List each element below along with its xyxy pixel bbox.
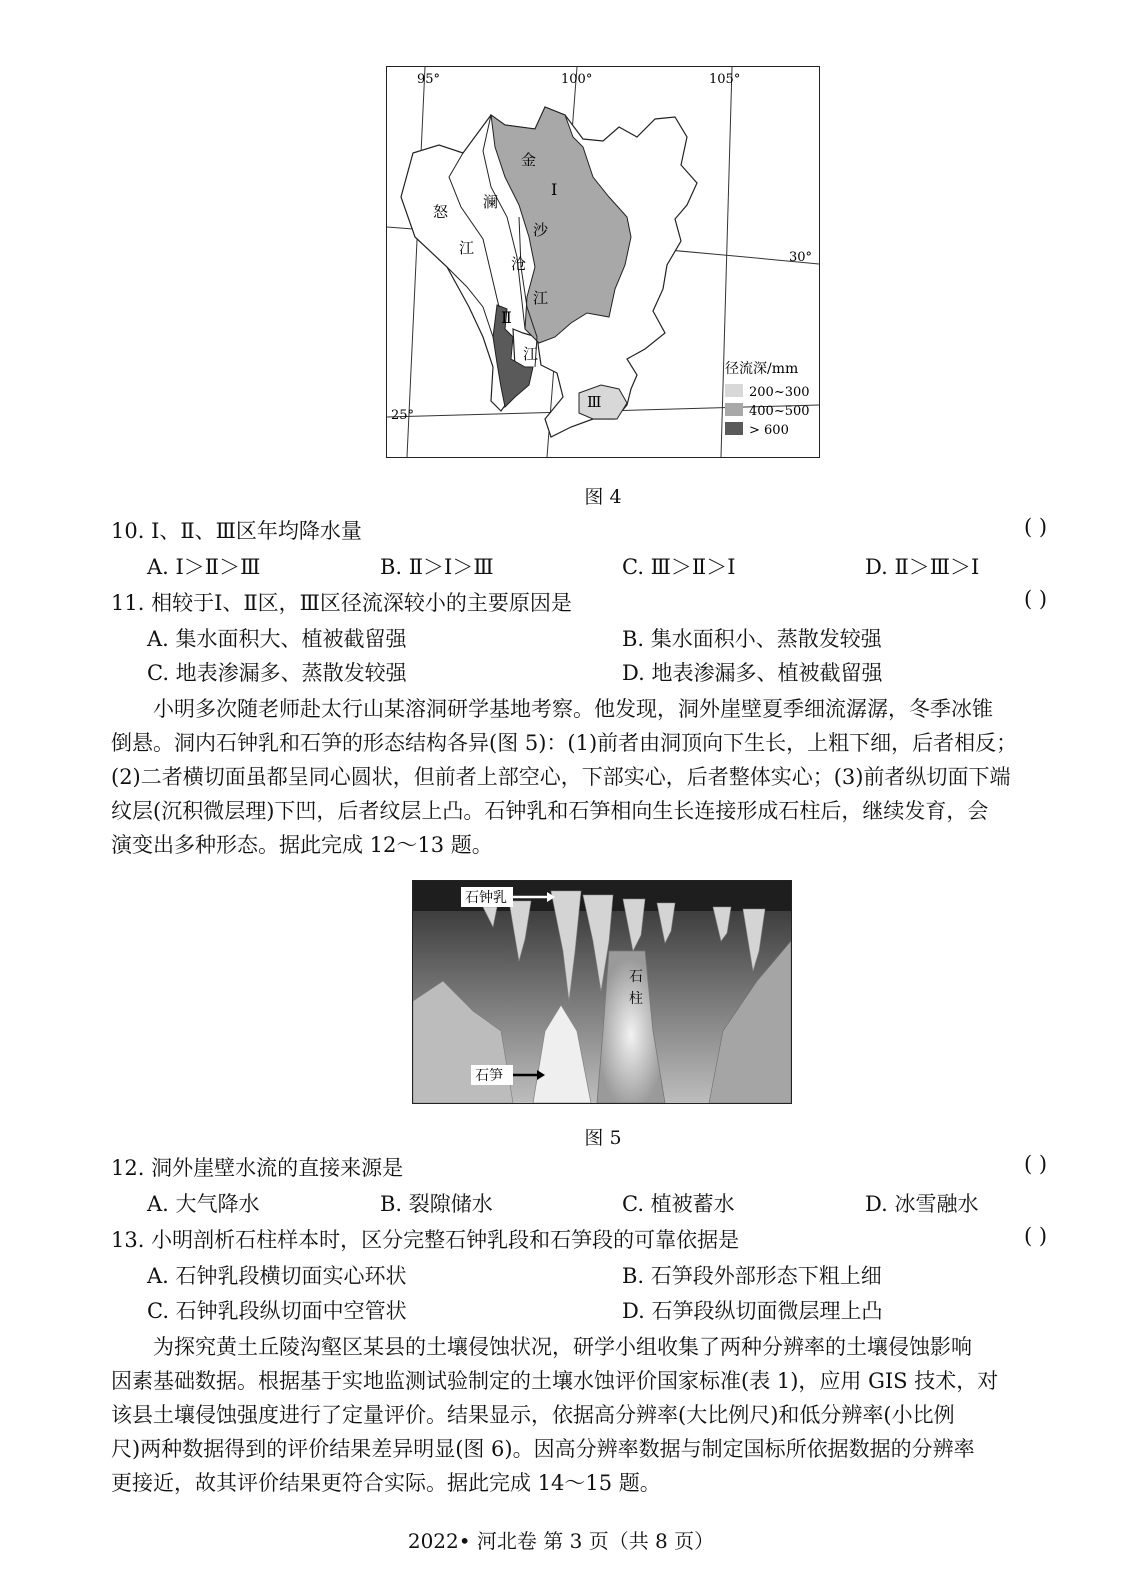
meridian-105	[721, 67, 732, 457]
figure-4-caption: 图 4	[584, 486, 622, 508]
river-lancang-char-3: 江	[523, 345, 539, 363]
river-nu-char-1: 怒	[433, 203, 449, 221]
region-label-II: Ⅱ	[501, 308, 512, 327]
river-lancang-char-1: 澜	[483, 193, 499, 211]
q12-option-a[interactable]: A. 大气降水	[147, 1192, 260, 1216]
passage1-line: 小明多次随老师赴太行山某溶洞研学基地考察。他发现，洞外崖壁夏季细流潺潺，冬季冰锥	[153, 697, 993, 721]
q10-option-d[interactable]: D. Ⅱ＞Ⅲ＞Ⅰ	[865, 555, 980, 579]
q11-option-a[interactable]: A. 集水面积大、植被截留强	[147, 627, 407, 651]
label-stalactite: 石钟乳	[465, 890, 507, 906]
passage1-line: 演变出多种形态。据此完成 12～13 题。	[111, 833, 493, 857]
q12-answer-paren[interactable]: ( )	[1024, 1152, 1048, 1176]
legend-swatch-200-300	[725, 384, 743, 397]
label-stalagmite: 石笋	[475, 1068, 503, 1084]
river-jinsha-char-3: 江	[533, 289, 549, 307]
q13-option-a[interactable]: A. 石钟乳段横切面实心环状	[147, 1264, 407, 1288]
q13-option-b[interactable]: B. 石笋段外部形态下粗上细	[622, 1264, 882, 1288]
legend-swatch-over-600	[725, 422, 743, 435]
label-column-1: 石	[629, 969, 643, 985]
q11-stem: 11. 相较于Ⅰ、Ⅱ区，Ⅲ区径流深较小的主要原因是	[111, 591, 572, 615]
region-label-I: Ⅰ	[551, 180, 558, 199]
map-svg	[387, 67, 819, 457]
passage2-line: 尺)两种数据得到的评价结果差异明显(图 6)。因高分辨率数据与制定国标所依据数据的分辨率	[111, 1437, 975, 1461]
q10-option-b[interactable]: B. Ⅱ＞Ⅰ＞Ⅲ	[380, 555, 494, 579]
q12-option-c[interactable]: C. 植被蓄水	[622, 1192, 735, 1216]
q10-stem: 10. Ⅰ、Ⅱ、Ⅲ区年均降水量	[111, 519, 362, 543]
q12-stem: 12. 洞外崖壁水流的直接来源是	[111, 1156, 404, 1180]
river-lancang-char-2: 沧	[511, 255, 527, 273]
q11-option-c[interactable]: C. 地表渗漏多、蒸散发较强	[147, 661, 407, 685]
lon-label-100: 100°	[561, 72, 593, 87]
legend-swatch-400-500	[725, 403, 743, 416]
lon-label-105: 105°	[709, 72, 741, 87]
river-jinsha-char-1: 金	[521, 151, 537, 169]
legend-label-200-300: 200~300	[749, 385, 810, 400]
legend-label-over-600: > 600	[749, 423, 789, 438]
passage2-line: 该县土壤侵蚀强度进行了定量评价。结果显示，依据高分辨率(大比例尺)和低分辨率(小比例	[111, 1403, 955, 1427]
lat-label-25: 25°	[391, 408, 415, 423]
q11-answer-paren[interactable]: ( )	[1024, 587, 1048, 611]
passage2-line: 因素基础数据。根据基于实地监测试验制定的土壤水蚀评价国家标准(表 1)，应用 GIS 技术，对	[111, 1369, 999, 1393]
lon-label-95: 95°	[417, 72, 441, 87]
figure-4-map	[386, 66, 820, 458]
passage2-line: 为探究黄土丘陵沟壑区某县的土壤侵蚀状况，研学小组收集了两种分辨率的土壤侵蚀影响	[153, 1335, 972, 1359]
meridian-95	[407, 67, 425, 457]
q10-answer-paren[interactable]: ( )	[1024, 515, 1048, 539]
cave-photo-svg	[413, 881, 791, 1103]
passage-soil-erosion	[111, 1330, 1096, 1500]
q13-option-c[interactable]: C. 石钟乳段纵切面中空管状	[147, 1299, 407, 1323]
legend-title: 径流深/mm	[725, 361, 799, 377]
q11-option-b[interactable]: B. 集水面积小、蒸散发较强	[622, 627, 882, 651]
passage-karst-cave	[111, 692, 1096, 862]
passage1-line: (2)二者横切面虽都呈同心圆状，但前者上部空心，下部实心，后者整体实心；(3)前者纵切面下端	[111, 765, 1011, 789]
region-label-III: Ⅲ	[587, 393, 602, 411]
q13-stem: 13. 小明剖析石柱样本时，区分完整石钟乳段和石笋段的可靠依据是	[111, 1228, 740, 1252]
q10-option-a[interactable]: A. Ⅰ＞Ⅱ＞Ⅲ	[147, 555, 261, 579]
q12-option-b[interactable]: B. 裂隙储水	[380, 1192, 493, 1216]
page-footer: 2022• 河北卷 第 3 页（共 8 页）	[407, 1529, 715, 1553]
q11-option-d[interactable]: D. 地表渗漏多、植被截留强	[622, 661, 883, 685]
river-nu-char-2: 江	[459, 239, 475, 257]
river-jinsha-char-2: 沙	[533, 221, 549, 239]
passage1-line: 纹层(沉积微层理)下凹，后者纹层上凸。石钟乳和石笋相向生长连接形成石柱后，继续发育，会	[111, 799, 989, 823]
label-column-2: 柱	[629, 991, 643, 1007]
passage2-line: 更接近，故其评价结果更符合实际。据此完成 14～15 题。	[111, 1471, 661, 1495]
passage1-line: 倒悬。洞内石钟乳和石笋的形态结构各异(图 5)：(1)前者由洞顶向下生长，上粗下细，后者相反；	[111, 731, 1018, 755]
q12-option-d[interactable]: D. 冰雪融水	[865, 1192, 979, 1216]
figure-5-caption: 图 5	[584, 1127, 622, 1149]
q13-option-d[interactable]: D. 石笋段纵切面微层理上凸	[622, 1299, 883, 1323]
lat-label-30: 30°	[789, 250, 813, 265]
q13-answer-paren[interactable]: ( )	[1024, 1224, 1048, 1248]
figure-5-cave-photo	[412, 880, 792, 1104]
legend-label-400-500: 400~500	[749, 404, 810, 419]
q10-option-c[interactable]: C. Ⅲ＞Ⅱ＞Ⅰ	[622, 555, 736, 579]
